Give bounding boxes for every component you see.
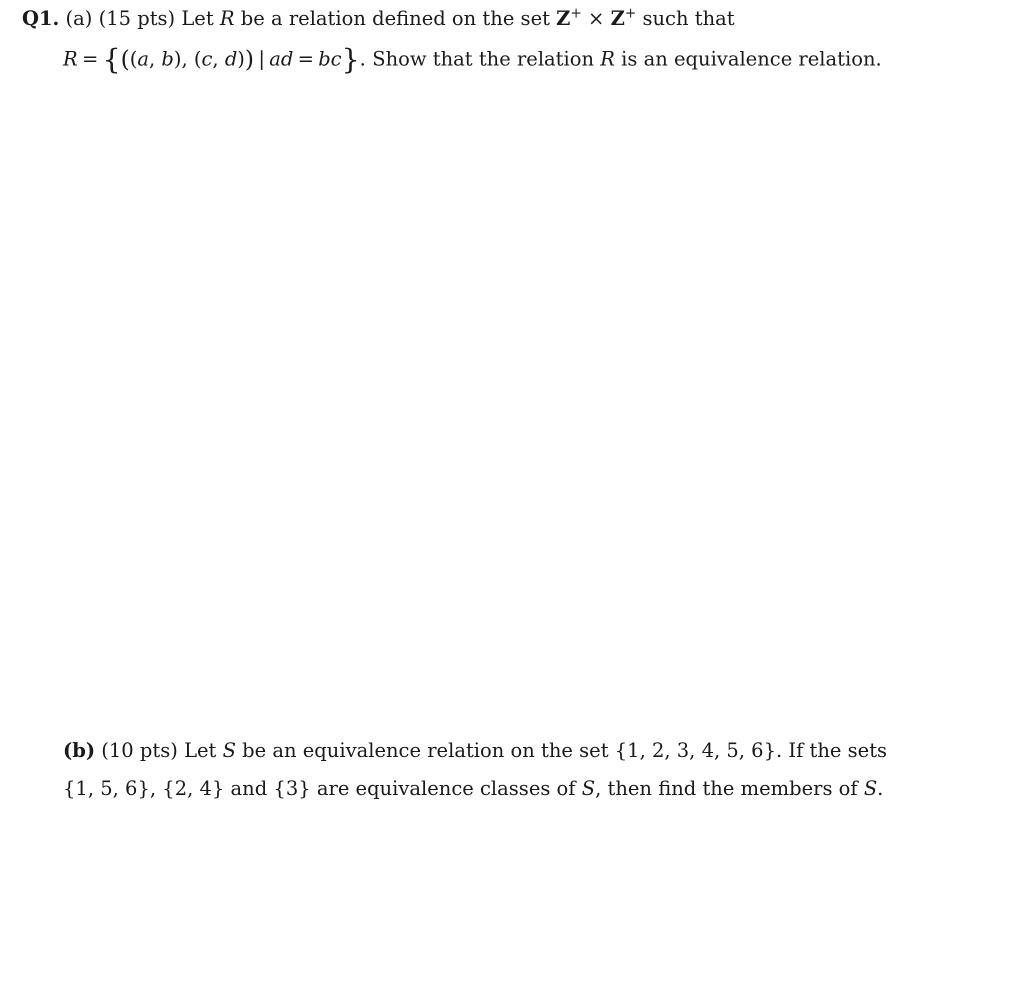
class-2: {2, 4} [162, 777, 225, 800]
pair-b: b [161, 47, 174, 71]
equals-symbol: = [297, 47, 314, 71]
condition-ad: ad [269, 47, 294, 71]
pair-a: a [137, 47, 149, 71]
q1-part-b-line1: (b) (10 pts) Let S be an equivalence relation on the set {1, 2, 3, 4, 5, 6}. If the sets [63, 739, 888, 762]
set-z: Z [556, 7, 571, 30]
full-set: {1, 2, 3, 4, 5, 6} [614, 739, 777, 762]
plus-superscript: + [570, 5, 582, 22]
show-text: Show that the relation [372, 47, 595, 71]
var-r: R [600, 47, 615, 71]
var-s: S [863, 777, 878, 800]
q1-part-a-line1 [22, 5, 735, 30]
part-a-points: (15 pts) [98, 7, 176, 30]
class-1: {1, 5, 6} [63, 777, 150, 800]
var-s: S [222, 739, 236, 762]
set-z: Z [610, 7, 625, 30]
eq-lhs-r: R [63, 47, 78, 71]
pair-d: d [224, 47, 238, 71]
part-b-tag: (b) [63, 739, 96, 762]
right-brace: } [341, 43, 360, 76]
q1-part-b-line2: {1, 5, 6}, {2, 4} and {3} are equivalence classes of S, then find the members of S. [63, 777, 884, 800]
right-paren: ) [244, 44, 255, 73]
left-brace: { [102, 43, 121, 76]
class-3: {3} [273, 777, 311, 800]
equivalence-text: is an equivalence relation. [621, 47, 882, 71]
part-b-relation-text: be an equivalence relation on the set [242, 739, 609, 762]
then-text: then find the members of [607, 777, 858, 800]
classes-text: are equivalence classes of [316, 777, 576, 800]
and-text: and [230, 777, 268, 800]
var-s: S [581, 777, 596, 800]
question-label: Q1. [22, 7, 60, 30]
such-that-text: such that [642, 7, 735, 30]
part-a-lead: Let [181, 7, 214, 30]
if-sets-text: If the sets [788, 739, 888, 762]
pair-c: c [201, 47, 213, 71]
times-symbol: × [588, 7, 605, 30]
q1-part-a-line2: R = {((a, b), (c, d)) | ad = bc}. Show that the relation R is an equivalence relation. [63, 43, 882, 76]
part-a-tag: (a) [65, 7, 93, 30]
equals-symbol: = [81, 47, 99, 71]
var-r: R [219, 7, 235, 30]
part-b-lead: Let [184, 739, 217, 762]
part-a-relation-text: be a relation defined on the set [240, 7, 550, 30]
plus-superscript: + [624, 5, 637, 22]
condition-bc: bc [318, 47, 342, 71]
part-b-points: (10 pts) [101, 739, 178, 762]
left-paren: ( [120, 44, 130, 73]
